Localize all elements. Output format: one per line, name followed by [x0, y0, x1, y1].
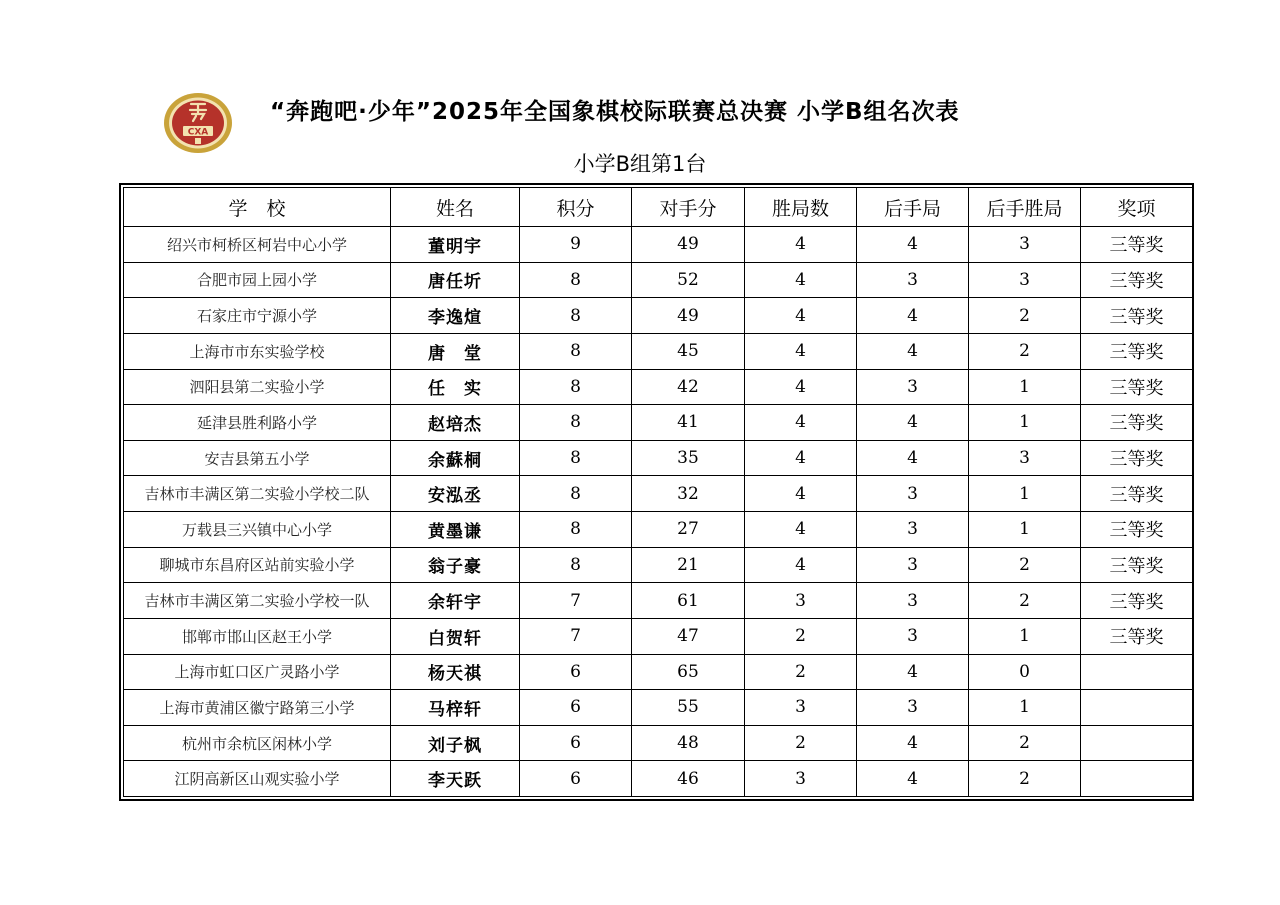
black-wins-cell: 3: [969, 227, 1081, 263]
school-cell: 吉林市丰满区第二实验小学校一队: [124, 583, 391, 619]
black-wins-cell: 1: [969, 476, 1081, 512]
black-wins-cell: 2: [969, 725, 1081, 761]
score-cell: 8: [520, 512, 632, 548]
header-opponent-score: 对手分: [632, 188, 745, 227]
wins-cell: 4: [745, 440, 857, 476]
header-wins: 胜局数: [745, 188, 857, 227]
opponent-score-cell: 35: [632, 440, 745, 476]
ranking-table-frame: [119, 183, 1194, 801]
score-cell: 9: [520, 227, 632, 263]
school-cell: 江阴高新区山观实验小学: [124, 761, 391, 797]
header-award: 奖项: [1081, 188, 1193, 227]
wins-cell: 4: [745, 262, 857, 298]
table-subtitle: 小学B组第1台: [573, 152, 707, 176]
table-row: [124, 369, 1193, 405]
table-row: [124, 725, 1193, 761]
black-games-cell: 3: [857, 262, 969, 298]
black-wins-cell: 2: [969, 761, 1081, 797]
black-games-cell: 4: [857, 333, 969, 369]
score-cell: 8: [520, 262, 632, 298]
black-wins-cell: 2: [969, 298, 1081, 334]
name-cell: 刘子枫: [391, 725, 520, 761]
black-games-cell: 3: [857, 618, 969, 654]
name-cell: 白贺轩: [391, 618, 520, 654]
opponent-score-cell: 41: [632, 405, 745, 441]
school-cell: 合肥市园上园小学: [124, 262, 391, 298]
opponent-score-cell: 48: [632, 725, 745, 761]
table-row: [124, 583, 1193, 619]
black-wins-cell: 1: [969, 512, 1081, 548]
header-school: 学 校: [124, 188, 391, 227]
name-cell: 李逸煊: [391, 298, 520, 334]
opponent-score-cell: 45: [632, 333, 745, 369]
opponent-score-cell: 55: [632, 690, 745, 726]
ranking-table: [123, 187, 1193, 797]
black-wins-cell: 2: [969, 333, 1081, 369]
score-cell: 8: [520, 440, 632, 476]
black-games-cell: 4: [857, 298, 969, 334]
award-cell: 三等奖: [1081, 333, 1193, 369]
name-cell: 翁子豪: [391, 547, 520, 583]
wins-cell: 2: [745, 725, 857, 761]
score-cell: 8: [520, 547, 632, 583]
award-cell: 三等奖: [1081, 369, 1193, 405]
wins-cell: 4: [745, 476, 857, 512]
opponent-score-cell: 47: [632, 618, 745, 654]
table-row: [124, 618, 1193, 654]
black-games-cell: 3: [857, 369, 969, 405]
school-cell: 上海市市东实验学校: [124, 333, 391, 369]
opponent-score-cell: 27: [632, 512, 745, 548]
opponent-score-cell: 49: [632, 227, 745, 263]
table-row: [124, 298, 1193, 334]
name-cell: 余轩宇: [391, 583, 520, 619]
score-cell: 6: [520, 654, 632, 690]
name-cell: 杨天祺: [391, 654, 520, 690]
wins-cell: 4: [745, 512, 857, 548]
table-row: [124, 654, 1193, 690]
black-wins-cell: 1: [969, 405, 1081, 441]
wins-cell: 4: [745, 405, 857, 441]
wins-cell: 3: [745, 761, 857, 797]
black-wins-cell: 3: [969, 262, 1081, 298]
wins-cell: 3: [745, 690, 857, 726]
header-black-wins: 后手胜局: [969, 188, 1081, 227]
award-cell: 三等奖: [1081, 547, 1193, 583]
wins-cell: 4: [745, 227, 857, 263]
black-games-cell: 4: [857, 725, 969, 761]
score-cell: 6: [520, 761, 632, 797]
opponent-score-cell: 42: [632, 369, 745, 405]
school-cell: 万载县三兴镇中心小学: [124, 512, 391, 548]
opponent-score-cell: 52: [632, 262, 745, 298]
opponent-score-cell: 21: [632, 547, 745, 583]
table-row: [124, 690, 1193, 726]
table-row: [124, 476, 1193, 512]
black-games-cell: 4: [857, 761, 969, 797]
black-wins-cell: 0: [969, 654, 1081, 690]
black-games-cell: 3: [857, 512, 969, 548]
wins-cell: 2: [745, 654, 857, 690]
wins-cell: 3: [745, 583, 857, 619]
wins-cell: 2: [745, 618, 857, 654]
wins-cell: 4: [745, 369, 857, 405]
award-cell: 三等奖: [1081, 405, 1193, 441]
table-row: [124, 440, 1193, 476]
school-cell: 绍兴市柯桥区柯岩中心小学: [124, 227, 391, 263]
table-row: [124, 262, 1193, 298]
name-cell: 董明宇: [391, 227, 520, 263]
score-cell: 8: [520, 333, 632, 369]
score-cell: 6: [520, 690, 632, 726]
opponent-score-cell: 46: [632, 761, 745, 797]
opponent-score-cell: 32: [632, 476, 745, 512]
black-games-cell: 3: [857, 547, 969, 583]
black-games-cell: 4: [857, 405, 969, 441]
award-cell: 三等奖: [1081, 618, 1193, 654]
score-cell: 8: [520, 405, 632, 441]
award-cell: [1081, 654, 1193, 690]
school-cell: 安吉县第五小学: [124, 440, 391, 476]
black-wins-cell: 2: [969, 547, 1081, 583]
award-cell: [1081, 725, 1193, 761]
score-cell: 8: [520, 369, 632, 405]
school-cell: 杭州市余杭区闲林小学: [124, 725, 391, 761]
black-wins-cell: 2: [969, 583, 1081, 619]
wins-cell: 4: [745, 547, 857, 583]
name-cell: 黄墨谦: [391, 512, 520, 548]
award-cell: 三等奖: [1081, 440, 1193, 476]
wins-cell: 4: [745, 298, 857, 334]
award-cell: 三等奖: [1081, 512, 1193, 548]
award-cell: 三等奖: [1081, 227, 1193, 263]
award-cell: 三等奖: [1081, 298, 1193, 334]
header-score: 积分: [520, 188, 632, 227]
name-cell: 唐任圻: [391, 262, 520, 298]
logo-text: CXA: [187, 127, 209, 138]
table-row: [124, 405, 1193, 441]
black-wins-cell: 1: [969, 369, 1081, 405]
name-cell: 安泓丞: [391, 476, 520, 512]
table-row: [124, 227, 1193, 263]
black-games-cell: 4: [857, 227, 969, 263]
black-games-cell: 3: [857, 583, 969, 619]
header-row: [124, 188, 1193, 227]
name-cell: 马梓轩: [391, 690, 520, 726]
score-cell: 8: [520, 476, 632, 512]
school-cell: 吉林市丰满区第二实验小学校二队: [124, 476, 391, 512]
table-row: [124, 547, 1193, 583]
school-cell: 上海市黄浦区徽宁路第三小学: [124, 690, 391, 726]
black-games-cell: 4: [857, 654, 969, 690]
name-cell: 任 实: [391, 369, 520, 405]
header-name: 姓名: [391, 188, 520, 227]
opponent-score-cell: 61: [632, 583, 745, 619]
black-wins-cell: 3: [969, 440, 1081, 476]
wins-cell: 4: [745, 333, 857, 369]
school-cell: 泗阳县第二实验小学: [124, 369, 391, 405]
black-games-cell: 3: [857, 476, 969, 512]
name-cell: 赵培杰: [391, 405, 520, 441]
opponent-score-cell: 49: [632, 298, 745, 334]
table-row: [124, 512, 1193, 548]
score-cell: 7: [520, 583, 632, 619]
table-row: [124, 333, 1193, 369]
black-wins-cell: 1: [969, 618, 1081, 654]
award-cell: 三等奖: [1081, 476, 1193, 512]
award-cell: 三等奖: [1081, 583, 1193, 619]
chess-emblem-icon: [163, 92, 233, 154]
opponent-score-cell: 65: [632, 654, 745, 690]
table-row: [124, 761, 1193, 797]
score-cell: 7: [520, 618, 632, 654]
page-title: “奔跑吧·少年”2025年全国象棋校际联赛总决赛 小学B组名次表: [270, 99, 960, 125]
black-games-cell: 4: [857, 440, 969, 476]
header-black-games: 后手局: [857, 188, 969, 227]
award-cell: [1081, 690, 1193, 726]
award-cell: 三等奖: [1081, 262, 1193, 298]
name-cell: 李天跃: [391, 761, 520, 797]
black-games-cell: 3: [857, 690, 969, 726]
school-cell: 邯郸市邯山区赵王小学: [124, 618, 391, 654]
school-cell: 聊城市东昌府区站前实验小学: [124, 547, 391, 583]
school-cell: 石家庄市宁源小学: [124, 298, 391, 334]
award-cell: [1081, 761, 1193, 797]
name-cell: 唐 堂: [391, 333, 520, 369]
school-cell: 上海市虹口区广灵路小学: [124, 654, 391, 690]
score-cell: 8: [520, 298, 632, 334]
black-wins-cell: 1: [969, 690, 1081, 726]
score-cell: 6: [520, 725, 632, 761]
school-cell: 延津县胜利路小学: [124, 405, 391, 441]
name-cell: 余蘇桐: [391, 440, 520, 476]
